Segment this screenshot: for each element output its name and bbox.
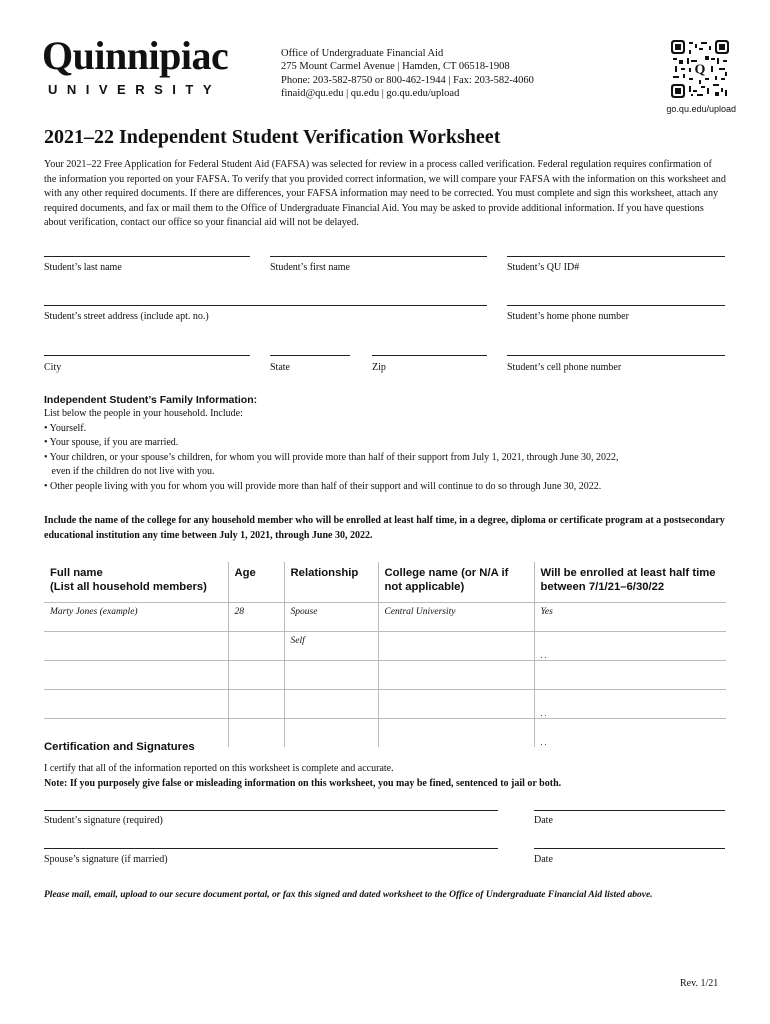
student-signature-field[interactable] [44, 810, 498, 811]
cell-enrolled[interactable] [534, 661, 726, 690]
student-date-field[interactable] [534, 810, 725, 811]
cell-age: 28 [228, 603, 284, 632]
certification-heading: Certification and Signatures [44, 741, 195, 753]
cell-college[interactable] [378, 661, 534, 690]
cell-age[interactable] [228, 690, 284, 719]
contact-address: 275 Mount Carmel Avenue | Hamden, CT 06518-1908 [281, 61, 510, 73]
certification-text-block [44, 762, 561, 791]
last-name-field[interactable] [44, 256, 250, 257]
contact-office: Office of Undergraduate Financial Aid [281, 48, 444, 59]
family-line: • Your spouse, if you are married. [44, 437, 179, 449]
table-header-row [44, 562, 726, 603]
zip-field[interactable] [372, 355, 487, 356]
cell-enrolled[interactable]: . . [534, 690, 726, 719]
state-label: State [270, 362, 290, 373]
table-row[interactable] [44, 632, 726, 661]
spouse-signature-label: Spouse’s signature (if married) [44, 854, 168, 865]
student-date-label: Date [534, 815, 553, 826]
closing-instructions: Please mail, email, upload to our secure document portal, or fax this signed and dated worksheet to the Office of Undergraduate Financial Aid listed above. [44, 890, 653, 900]
intro-paragraph: Your 2021–22 Free Application for Federal Student Aid (FAFSA) was selected for review in a process called verification. Federal regulation requires confirmation of the information you reported on your FAFSA. To verify that you provided correct information, we will compare your FAFSA with the information on this worksheet and with any other required documents. If there are differences, your FAFSA information may need to be corrected. You must complete and sign this worksheet, attach any required documents, and fax or mail them to the Office of Undergraduate Financial Aid. You may be asked to provide additional information. If you have questions about verification, contact our office so your financial aid will not be delayed. [44, 159, 726, 229]
first-name-field[interactable] [270, 256, 487, 257]
cell-age[interactable] [228, 632, 284, 661]
cell-relationship[interactable] [284, 690, 378, 719]
qr-code-label: go.qu.edu/upload [666, 104, 736, 114]
city-field[interactable] [44, 355, 250, 356]
last-name-label: Student’s last name [44, 262, 122, 273]
certification-note: Note: If you purposely give false or misleading information on this worksheet, you may be fined, sentenced to jail or both. [44, 777, 562, 789]
cell-college[interactable] [378, 632, 534, 661]
cell-name[interactable] [44, 690, 228, 719]
family-line: • Yourself. [44, 422, 87, 434]
qu-id-label: Student’s QU ID# [507, 262, 580, 273]
page-title: 2021–22 Independent Student Verification Worksheet [44, 126, 501, 148]
cell-age[interactable] [228, 661, 284, 690]
header-relationship: Relationship [284, 562, 378, 603]
table-row[interactable] [44, 661, 726, 690]
household-table [44, 562, 726, 747]
family-line: • Other people living with you for whom you will provide more than half of their support and will continue to do so through June 30, 2022. [44, 480, 602, 492]
contact-phone: Phone: 203-582-8750 or 800-462-1944 | Fax: 203-582-4060 [281, 74, 534, 86]
revision-label: Rev. 1/21 [680, 978, 719, 989]
spouse-date-field[interactable] [534, 848, 725, 849]
cell-enrolled[interactable]: . . [534, 632, 726, 661]
street-address-label: Student’s street address (include apt. no.) [44, 311, 209, 322]
family-info-list [44, 407, 734, 495]
header-college: College name (or N/A if not applicable) [378, 562, 534, 603]
student-signature-label: Student’s signature (required) [44, 815, 163, 826]
qu-id-field[interactable] [507, 256, 725, 257]
state-field[interactable] [270, 355, 350, 356]
header-enrolled: Will be enrolled at least half time between 7/1/21–6/30/22 [534, 562, 726, 603]
zip-label: Zip [372, 362, 386, 373]
first-name-label: Student’s first name [270, 262, 350, 273]
cell-name: Marty Jones (example) [44, 603, 228, 632]
table-row [44, 603, 726, 632]
cell-relationship[interactable]: Self [284, 632, 378, 661]
certification-statement: I certify that all of the information reported on this worksheet is complete and accurate. [44, 763, 394, 774]
cell-enrolled: Yes [534, 603, 726, 632]
family-info-heading: Independent Student’s Family Information: [44, 394, 258, 406]
qr-code-icon[interactable] [671, 40, 729, 98]
cell-name[interactable] [44, 632, 228, 661]
cell-relationship[interactable] [284, 661, 378, 690]
cell-phone-field[interactable] [507, 355, 725, 356]
contact-email: finaid@qu.edu | qu.edu | go.qu.edu/upload [281, 88, 460, 100]
spouse-signature-field[interactable] [44, 848, 498, 849]
university-logo-name: Quinnipiac [42, 33, 229, 78]
cell-enrolled[interactable]: . . [534, 719, 726, 748]
cell-relationship: Spouse [284, 603, 378, 632]
home-phone-label: Student’s home phone number [507, 311, 629, 322]
family-line: • Your children, or your spouse’s children, for whom you will provide more than half of their support from July 1, 2021, through June 30, 2022, [44, 451, 619, 463]
home-phone-field[interactable] [507, 305, 725, 306]
spouse-date-label: Date [534, 854, 553, 865]
cell-college: Central University [378, 603, 534, 632]
header-age: Age [228, 562, 284, 603]
office-contact-block [281, 47, 534, 101]
city-label: City [44, 362, 62, 373]
cell-age[interactable] [228, 719, 284, 748]
cell-college[interactable] [378, 690, 534, 719]
family-line: even if the children do not live with you. [44, 466, 215, 478]
college-note: Include the name of the college for any household member who will be enrolled at least half time, in a degree, diploma or certificate program at a postsecondary educational institution any time between July 1, 2021, through June 30, 2022. [44, 515, 725, 541]
svg-text:Q: Q [694, 62, 706, 78]
cell-college[interactable] [378, 719, 534, 748]
cell-relationship[interactable] [284, 719, 378, 748]
cell-phone-label: Student’s cell phone number [507, 362, 622, 373]
header-full-name: Full name (List all household members) [44, 562, 228, 603]
table-row[interactable] [44, 690, 726, 719]
university-logo-subtitle: UNIVERSITY [48, 82, 222, 97]
family-line: List below the people in your household. Include: [44, 408, 243, 419]
street-address-field[interactable] [44, 305, 487, 306]
cell-name[interactable] [44, 661, 228, 690]
